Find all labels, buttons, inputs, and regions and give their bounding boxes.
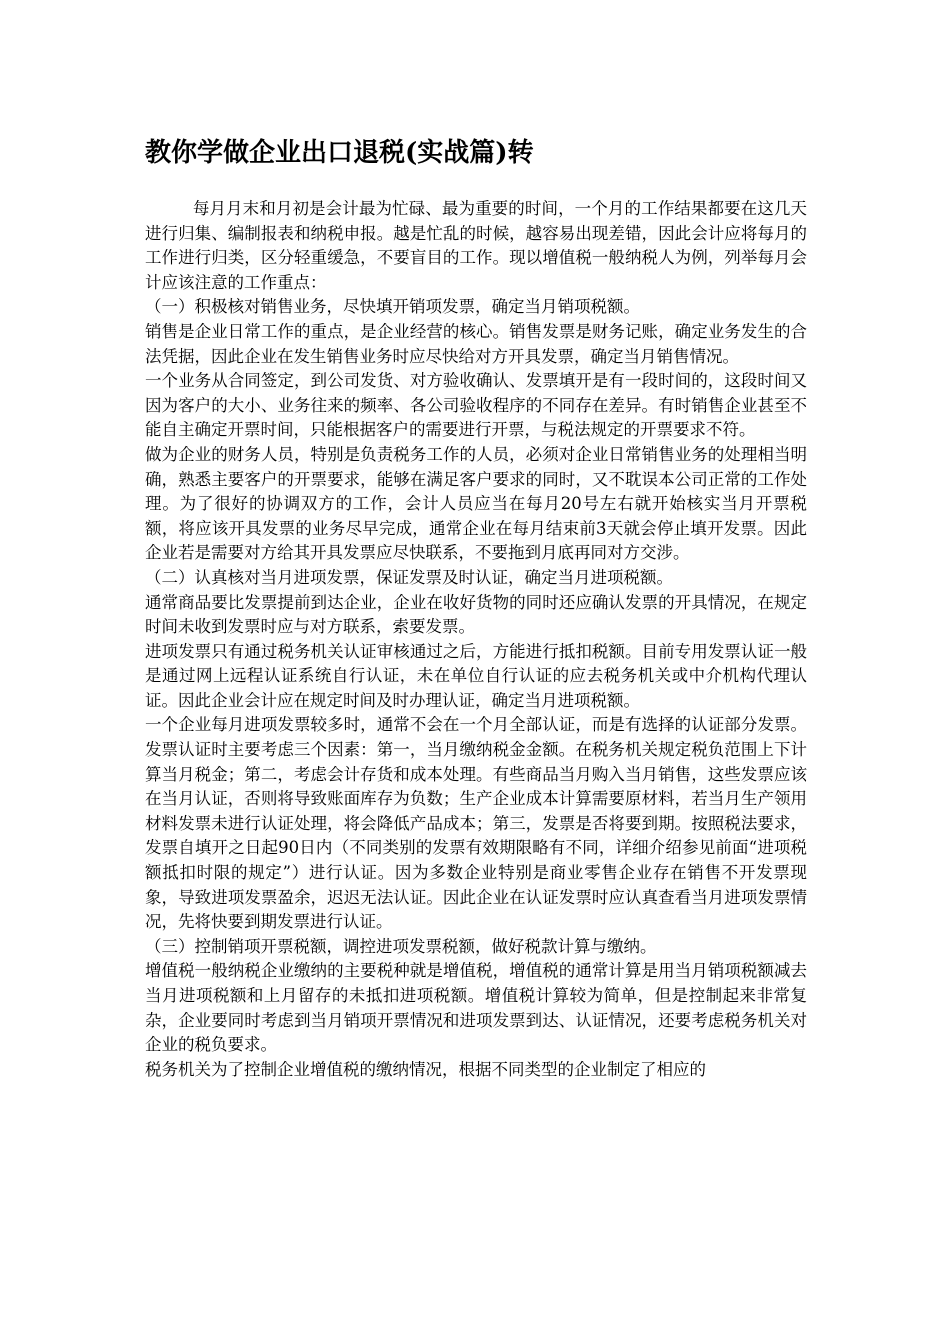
paragraph-intro: 每月月末和月初是会计最为忙碌、最为重要的时间，一个月的工作结果都要在这几天进行归集、编制报表和纳税申报。越是忙乱的时候，越容易出现差错，因此会计应将每月的工作进行归类，区分轻重缓急，不要盲目的工作。现以增值税一般纳税人为例，列举每月会计应该注意的工作重点： <box>145 199 807 292</box>
paragraph: 通常商品要比发票提前到达企业，企业在收好货物的同时还应确认发票的开具情况，在规定时间未收到发票时应与对方联系，索要发票。 <box>145 592 807 637</box>
paragraph: 税务机关为了控制企业增值税的缴纳情况，根据不同类型的企业制定了相应的 <box>145 1059 706 1079</box>
paragraph: 做为企业的财务人员，特别是负责税务工作的人员，必须对企业日常销售业务的处理相当明确，熟悉主要客户的开票要求，能够在满足客户要求的同时，又不耽误本公司正常的工作处理。为了很好的协调双方的工作，会计人员应当在每月20号左右就开始核实当月开票税额，将应该开具发票的业务尽早完成，通常企业在每月结束前3天就会停止填开发票。因此企业若是需要对方给其开具发票应尽快联系，不要拖到月底再同对方交涉。 <box>145 444 807 563</box>
section-heading-1: （一）积极核对销售业务，尽快填开销项发票，确定当月销项税额。 <box>145 297 640 317</box>
paragraph: 一个企业每月进项发票较多时，通常不会在一个月全部认证，而是有选择的认证部分发票。发票认证时主要考虑三个因素：第一，当月缴纳税金金额。在税务机关规定税负范围上下计算当月税金；第二，考虑会计存货和成本处理。有些商品当月购入当月销售，这些发票应该在当月认证，否则将导致账面库存为负数；生产企业成本计算需要原材料，若当月生产领用材料发票未进行认证处理，将会降低产品成本；第三，发票是否将要到期。按照税法要求，发票自填开之日起90日内（不同类别的发票有效期限略有不同，详细介绍参见前面“进项税额抵扣时限的规定”）进行认证。因为多数企业特别是商业零售企业存在销售不开发票现象，导致进项发票盈余，迟迟无法认证。因此企业在认证发票时应认真查看当月进项发票情况，先将快要到期发票进行认证。 <box>145 715 807 932</box>
section-heading-3: （三）控制销项开票税额，调控进项发票税额，做好税款计算与缴纳。 <box>145 936 657 956</box>
paragraph: 一个业务从合同签定，到公司发货、对方验收确认、发票填开是有一段时间的，这段时间又因为客户的大小、业务往来的频率、各公司验收程序的不同存在差异。有时销售企业甚至不能自主确定开票时间，只能根据客户的需要进行开票，与税法规定的开票要求不符。 <box>145 371 807 440</box>
document-body <box>145 197 807 1082</box>
document-title: 教你学做企业出口退税(实战篇)转 <box>145 138 534 168</box>
paragraph: 增值税一般纳税企业缴纳的主要税种就是增值税，增值税的通常计算是用当月销项税额减去当月进项税额和上月留存的未抵扣进项税额。增值税计算较为简单，但是控制起来非常复杂，企业要同时考虑到当月销项开票情况和进项发票到达、认证情况，还要考虑税务机关对企业的税负要求。 <box>145 961 807 1055</box>
paragraph: 进项发票只有通过税务机关认证审核通过之后，方能进行抵扣税额。目前专用发票认证一般是通过网上远程认证系统自行认证，未在单位自行认证的应去税务机关或中介机构代理认证。因此企业会计应在规定时间及时办理认证，确定当月进项税额。 <box>145 641 807 710</box>
paragraph: 销售是企业日常工作的重点，是企业经营的核心。销售发票是财务记账，确定业务发生的合法凭据，因此企业在发生销售业务时应尽快给对方开具发票，确定当月销售情况。 <box>145 321 807 366</box>
section-heading-2: （二）认真核对当月进项发票，保证发票及时认证，确定当月进项税额。 <box>145 567 673 587</box>
